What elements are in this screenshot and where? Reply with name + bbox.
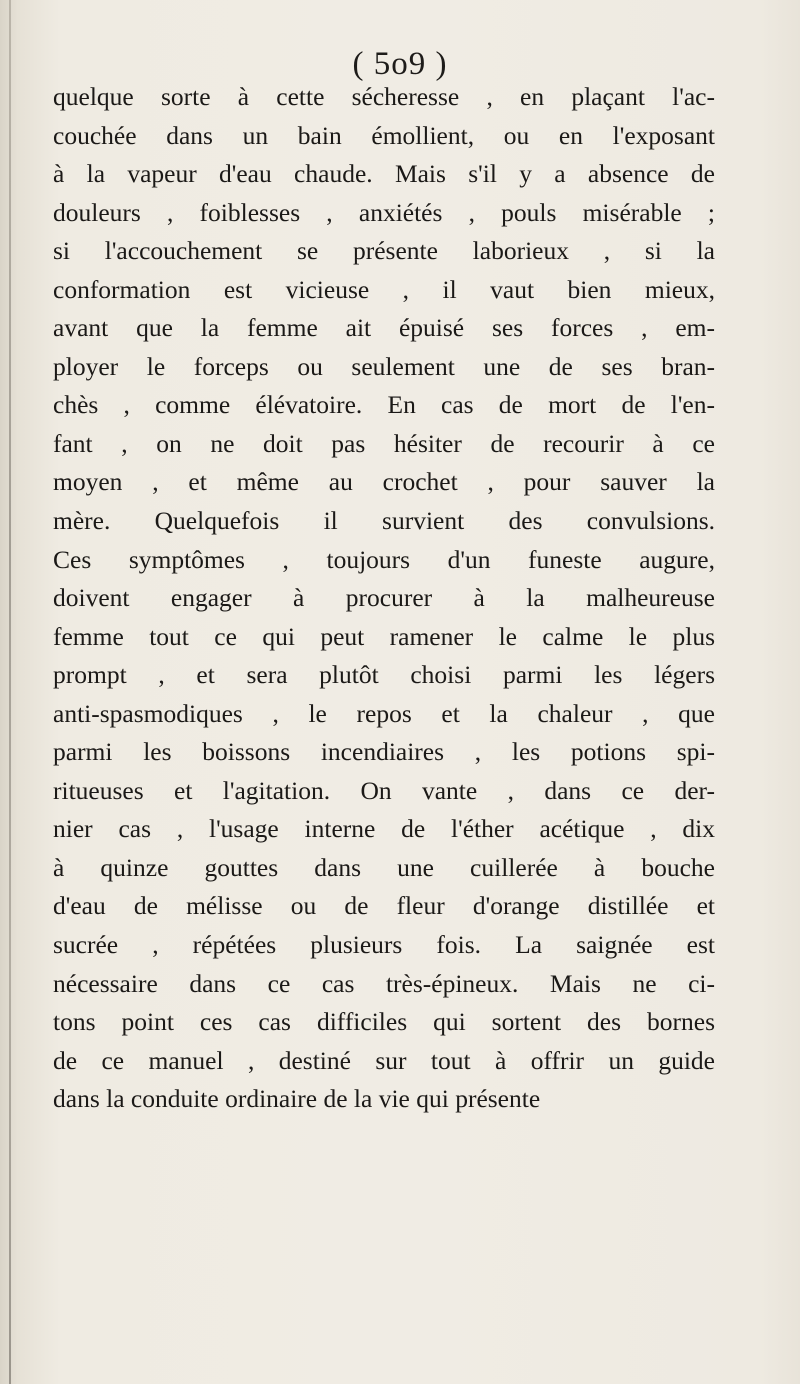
text-line: dans la conduite ordinaire de la vie qui présente <box>53 1084 541 1114</box>
text-line: Ces symptômes , toujours d'un funeste augure, <box>53 544 715 574</box>
body-text <box>53 78 715 1119</box>
text-line: quelque sorte à cette sécheresse , en plaçant l'ac- <box>53 82 715 111</box>
text-line: d'eau de mélisse ou de fleur d'orange distillée et <box>53 891 715 921</box>
text-line: fant , on ne doit pas hésiter de recourir à ce <box>53 428 715 458</box>
text-line: douleurs , foiblesses , anxiétés , pouls misérable ; <box>53 197 715 227</box>
text-line: avant que la femme ait épuisé ses forces , em- <box>53 313 715 343</box>
text-line: ployer le forceps ou seulement une de ses bran- <box>53 351 715 381</box>
page-number: ( 5o9 ) <box>352 46 448 82</box>
text-line: parmi les boissons incendiaires , les potions spi- <box>53 737 715 767</box>
text-line: de ce manuel , destiné sur tout à offrir un guide <box>53 1045 715 1075</box>
text-line: anti-spasmodiques , le repos et la chaleur , que <box>53 698 715 728</box>
text-line: conformation est vicieuse , il vaut bien mieux, <box>53 274 715 304</box>
text-line: moyen , et même au crochet , pour sauver la <box>53 467 715 497</box>
text-line: doivent engager à procurer à la malheureuse <box>53 583 715 613</box>
text-line: tons point ces cas difficiles qui sortent des bornes <box>53 1007 715 1037</box>
text-line: nier cas , l'usage interne de l'éther acétique , dix <box>53 814 715 844</box>
text-line: prompt , et sera plutôt choisi parmi les légers <box>53 660 715 690</box>
text-line: à quinze gouttes dans une cuillerée à bouche <box>53 852 715 882</box>
text-line: mère. Quelquefois il survient des convulsions. <box>53 506 715 536</box>
text-line: ritueuses et l'agitation. On vante , dans ce der- <box>53 775 715 805</box>
text-line: couchée dans un bain émollient, ou en l'exposant <box>53 120 715 150</box>
text-line: chès , comme élévatoire. En cas de mort de l'en- <box>53 390 715 420</box>
binding-gutter <box>9 0 11 1384</box>
text-line: si l'accouchement se présente laborieux , si la <box>53 236 715 266</box>
text-line: nécessaire dans ce cas très-épineux. Mais ne ci- <box>53 968 715 998</box>
text-line: à la vapeur d'eau chaude. Mais s'il y a absence de <box>53 159 715 189</box>
text-line: femme tout ce qui peut ramener le calme le plus <box>53 621 715 651</box>
text-line: sucrée , répétées plusieurs fois. La saignée est <box>53 930 715 960</box>
